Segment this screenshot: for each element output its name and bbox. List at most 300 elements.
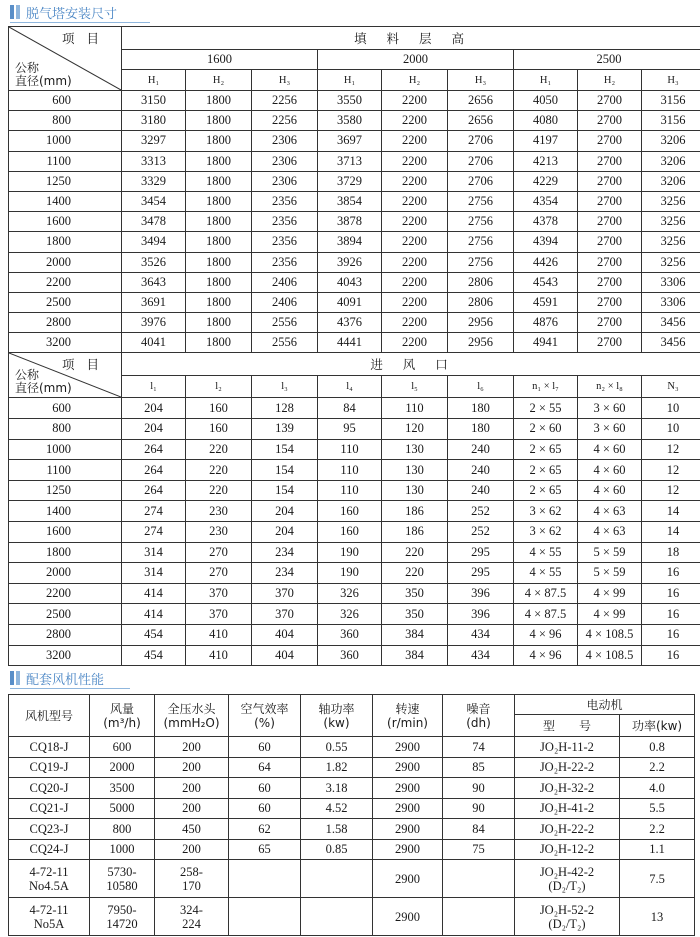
efficiency-header-label: 空气效率 <box>240 701 289 716</box>
inlet-subheader: l₄ <box>318 376 382 398</box>
inlet-value-cell: 160 <box>186 398 252 419</box>
nominal-diameter-cell: 2500 <box>9 604 122 625</box>
inlet-value-cell: 350 <box>382 604 448 625</box>
inlet-value-cell: 314 <box>122 563 186 584</box>
dimension-value-cell: 1800 <box>186 232 252 252</box>
fan-motor-cell <box>515 860 620 898</box>
noise-header-unit: (dh) <box>466 715 491 730</box>
inlet-value-cell: 434 <box>448 645 514 666</box>
dimension-value-cell: 2306 <box>252 151 318 171</box>
table-row <box>9 624 700 645</box>
fan-shaft-cell <box>301 898 373 936</box>
inlet-value-cell: 4 × 55 <box>514 542 578 563</box>
table-row <box>9 171 700 191</box>
title-underline <box>10 688 130 689</box>
inlet-value-cell: 16 <box>642 645 700 666</box>
table-header-row <box>9 27 700 50</box>
dimension-value-cell: 2200 <box>382 212 448 232</box>
dimension-value-cell: 2700 <box>578 91 642 111</box>
dimension-value-cell: 2406 <box>252 272 318 292</box>
dimension-value-cell: 3854 <box>318 191 382 211</box>
inlet-value-cell: 190 <box>318 563 382 584</box>
fan-speed-cell: 2900 <box>373 860 443 898</box>
dimension-value-cell: 3156 <box>642 91 700 111</box>
inlet-value-cell: 360 <box>318 624 382 645</box>
dimension-value-cell: 2756 <box>448 212 514 232</box>
nominal-diameter-cell: 1800 <box>9 232 122 252</box>
fan-noise-cell: 75 <box>443 839 515 860</box>
fan-motor-cell: JO₂H-41-2 <box>515 798 620 819</box>
dimension-value-cell: 2756 <box>448 232 514 252</box>
dimension-value-cell: 4378 <box>514 212 578 232</box>
dimension-value-cell: 1800 <box>186 111 252 131</box>
inlet-value-cell: 2 × 65 <box>514 439 578 460</box>
section-title-text: 配套风机性能 <box>26 672 105 688</box>
nominal-diameter-cell: 600 <box>9 91 122 111</box>
dimension-value-cell: 4376 <box>318 313 382 333</box>
inlet-value-cell: 4 × 96 <box>514 645 578 666</box>
dimension-value-cell: 3580 <box>318 111 382 131</box>
fan-flow-cell-line2: 10580 <box>106 878 138 893</box>
dimension-value-cell: 2200 <box>382 91 448 111</box>
fan-noise-cell: 90 <box>443 798 515 819</box>
speed-header-label: 转速 <box>395 701 420 716</box>
table-row <box>9 798 695 819</box>
corner-dn-label-line2: 直径(mm) <box>15 381 72 396</box>
dimension-value-cell: 2200 <box>382 131 448 151</box>
dimension-value-cell: 3526 <box>122 252 186 272</box>
inlet-value-cell: 264 <box>122 460 186 481</box>
corner-item-label: 项 目 <box>62 357 103 373</box>
inlet-value-cell: 220 <box>186 480 252 501</box>
inlet-value-cell: 95 <box>318 419 382 440</box>
inlet-value-cell: 295 <box>448 542 514 563</box>
fan-motor-cell <box>515 898 620 936</box>
fan-speed-cell: 2900 <box>373 737 443 758</box>
fan-flow-cell-line1: 5730- <box>107 864 137 879</box>
fan-model-cell: CQ18-J <box>9 737 90 758</box>
inlet-value-cell: 240 <box>448 439 514 460</box>
table-row <box>9 522 700 543</box>
fan-noise-cell <box>443 898 515 936</box>
inlet-value-cell: 384 <box>382 645 448 666</box>
title-underline <box>10 22 150 23</box>
inlet-value-cell: 120 <box>382 419 448 440</box>
inlet-value-cell: 4 × 60 <box>578 439 642 460</box>
fan-shaft-cell: 0.85 <box>301 839 373 860</box>
nominal-diameter-cell: 800 <box>9 111 122 131</box>
fan-power-cell: 13 <box>620 898 695 936</box>
inlet-value-cell: 180 <box>448 419 514 440</box>
table-row <box>9 645 700 666</box>
inlet-value-cell: 10 <box>642 398 700 419</box>
dimension-value-cell: 3456 <box>642 333 700 353</box>
dimension-value-cell: 3550 <box>318 91 382 111</box>
fan-head-cell: 200 <box>155 798 229 819</box>
table-row <box>9 460 700 481</box>
inlet-value-cell: 18 <box>642 542 700 563</box>
dimension-value-cell: 1800 <box>186 212 252 232</box>
inlet-value-cell: 4 × 55 <box>514 563 578 584</box>
table-row <box>9 313 700 333</box>
fan-motor-cell: JO₂H-32-2 <box>515 778 620 799</box>
inlet-value-cell: 4 × 87.5 <box>514 604 578 625</box>
table-row <box>9 737 695 758</box>
dimension-value-cell: 4591 <box>514 292 578 312</box>
dimension-value-cell: 2200 <box>382 333 448 353</box>
efficiency-header-unit: (%) <box>254 715 275 730</box>
dimension-value-cell: 3206 <box>642 131 700 151</box>
fan-flow-cell: 1000 <box>90 839 155 860</box>
table-row <box>9 292 700 312</box>
inlet-value-cell: 234 <box>252 563 318 584</box>
inlet-value-cell: 264 <box>122 480 186 501</box>
inlet-value-cell: 410 <box>186 645 252 666</box>
fan-eff-cell: 60 <box>229 798 301 819</box>
fan-flow-cell: 3500 <box>90 778 155 799</box>
inlet-value-cell: 270 <box>186 542 252 563</box>
dimension-value-cell: 3306 <box>642 292 700 312</box>
shaft-power-header-unit: (kw) <box>323 715 350 730</box>
inlet-value-cell: 240 <box>448 460 514 481</box>
table-row <box>9 898 695 936</box>
inlet-subheader: l₁ <box>122 376 186 398</box>
dimension-value-cell: 2656 <box>448 91 514 111</box>
dimension-value-cell: 4354 <box>514 191 578 211</box>
inlet-value-cell: 396 <box>448 604 514 625</box>
dimension-value-cell: 3206 <box>642 151 700 171</box>
dimension-value-cell: 4441 <box>318 333 382 353</box>
dimension-value-cell: 2200 <box>382 313 448 333</box>
dimension-value-cell: 3313 <box>122 151 186 171</box>
nominal-diameter-cell: 1400 <box>9 501 122 522</box>
table-row <box>9 583 700 604</box>
inlet-value-cell: 454 <box>122 645 186 666</box>
fan-power-cell: 4.0 <box>620 778 695 799</box>
table-header-row <box>9 695 695 715</box>
nominal-diameter-cell: 1600 <box>9 212 122 232</box>
inlet-subheader: l₂ <box>186 376 252 398</box>
fan-head-cell: 200 <box>155 757 229 778</box>
fan-shaft-cell: 0.55 <box>301 737 373 758</box>
inlet-value-cell: 4 × 108.5 <box>578 645 642 666</box>
dimension-value-cell: 2306 <box>252 131 318 151</box>
inlet-value-cell: 326 <box>318 604 382 625</box>
table-row <box>9 542 700 563</box>
dimension-value-cell: 2700 <box>578 212 642 232</box>
fan-model-cell-line2: No4.5A <box>29 878 69 893</box>
dimension-value-cell: 2806 <box>448 272 514 292</box>
inlet-value-cell: 2 × 60 <box>514 419 578 440</box>
dimension-value-cell: 2200 <box>382 191 448 211</box>
dimension-value-cell: 3478 <box>122 212 186 232</box>
fan-eff-cell <box>229 898 301 936</box>
inlet-value-cell: 370 <box>252 604 318 625</box>
air-inlet-header: 进 风 口 <box>122 353 700 376</box>
dimension-value-cell: 3697 <box>318 131 382 151</box>
inlet-value-cell: 404 <box>252 645 318 666</box>
inlet-value-cell: 4 × 108.5 <box>578 624 642 645</box>
dimension-value-cell: 4041 <box>122 333 186 353</box>
fan-flow-cell: 5000 <box>90 798 155 819</box>
inlet-value-cell: 14 <box>642 522 700 543</box>
fan-speed-cell: 2900 <box>373 898 443 936</box>
dimension-value-cell: 2700 <box>578 131 642 151</box>
inlet-value-cell: 326 <box>318 583 382 604</box>
table-row <box>9 398 700 419</box>
dimension-value-cell: 2756 <box>448 191 514 211</box>
table-row <box>9 604 700 625</box>
inlet-value-cell: 414 <box>122 583 186 604</box>
fan-head-cell-line1: 258- <box>180 864 203 879</box>
inlet-value-cell: 204 <box>122 398 186 419</box>
nominal-diameter-cell: 2200 <box>9 272 122 292</box>
dimension-value-cell: 3494 <box>122 232 186 252</box>
nominal-diameter-cell: 2000 <box>9 563 122 584</box>
dimension-value-cell: 1800 <box>186 191 252 211</box>
inlet-value-cell: 130 <box>382 439 448 460</box>
dimension-value-cell: 2200 <box>382 232 448 252</box>
section-title-fan-performance <box>10 668 104 688</box>
fan-head-cell <box>155 898 229 936</box>
nominal-diameter-cell: 1250 <box>9 480 122 501</box>
inlet-value-cell: 160 <box>318 522 382 543</box>
dimension-value-cell: 2356 <box>252 191 318 211</box>
dimension-value-cell: 3878 <box>318 212 382 232</box>
fan-model-cell-line1: 4-72-11 <box>29 864 69 879</box>
fan-head-cell <box>155 860 229 898</box>
inlet-value-cell: 160 <box>318 501 382 522</box>
dimension-value-cell: 2700 <box>578 292 642 312</box>
corner-header-cell <box>9 353 122 398</box>
inlet-value-cell: 264 <box>122 439 186 460</box>
dimension-value-cell: 3297 <box>122 131 186 151</box>
fan-model-cell: CQ24-J <box>9 839 90 860</box>
corner-dn-label-line1: 公称 <box>15 61 40 75</box>
fan-head-cell: 200 <box>155 778 229 799</box>
fan-model-cell: CQ20-J <box>9 778 90 799</box>
dimension-value-cell: 2256 <box>252 111 318 131</box>
fan-motor-cell: JO₂H-22-2 <box>515 757 620 778</box>
dimension-value-cell: 1800 <box>186 313 252 333</box>
fan-eff-cell: 65 <box>229 839 301 860</box>
flow-header <box>90 695 155 737</box>
dimension-value-cell: 3206 <box>642 171 700 191</box>
fan-flow-cell: 600 <box>90 737 155 758</box>
dimension-value-cell: 3643 <box>122 272 186 292</box>
dimension-value-cell: 2406 <box>252 292 318 312</box>
noise-header-label: 噪音 <box>466 701 491 716</box>
fan-motor-cell-line2: (D₂/T₂) <box>548 878 586 893</box>
inlet-value-cell: 12 <box>642 480 700 501</box>
dimension-value-cell: 3456 <box>642 313 700 333</box>
fan-flow-cell <box>90 898 155 936</box>
inlet-value-cell: 252 <box>448 522 514 543</box>
inlet-value-cell: 154 <box>252 439 318 460</box>
dimension-subheader: H₂ <box>382 70 448 91</box>
dimension-value-cell: 2200 <box>382 292 448 312</box>
inlet-value-cell: 204 <box>252 501 318 522</box>
dimension-value-cell: 2200 <box>382 171 448 191</box>
dimension-value-cell: 2556 <box>252 313 318 333</box>
table-row <box>9 252 700 272</box>
head-header-unit: (mmH₂O) <box>163 715 220 730</box>
dimension-value-cell: 4394 <box>514 232 578 252</box>
dimension-value-cell: 2700 <box>578 232 642 252</box>
table-header-row <box>9 353 700 376</box>
fan-motor-cell-line2: (D₂/T₂) <box>548 916 586 931</box>
inlet-value-cell: 384 <box>382 624 448 645</box>
dimension-subheader: H₂ <box>578 70 642 91</box>
table-row <box>9 839 695 860</box>
fan-flow-cell: 800 <box>90 819 155 840</box>
head-header-label: 全压水头 <box>167 701 216 716</box>
nominal-diameter-cell: 3200 <box>9 333 122 353</box>
inlet-value-cell: 2 × 55 <box>514 398 578 419</box>
dimension-value-cell: 2700 <box>578 171 642 191</box>
inlet-value-cell: 240 <box>448 480 514 501</box>
fan-eff-cell: 60 <box>229 778 301 799</box>
dimension-value-cell: 2706 <box>448 151 514 171</box>
dimension-value-cell: 2706 <box>448 171 514 191</box>
inlet-value-cell: 3 × 60 <box>578 398 642 419</box>
flow-header-label: 风量 <box>109 701 134 716</box>
inlet-value-cell: 4 × 99 <box>578 604 642 625</box>
inlet-value-cell: 370 <box>186 583 252 604</box>
inlet-value-cell: 396 <box>448 583 514 604</box>
fan-shaft-cell: 1.58 <box>301 819 373 840</box>
dimension-value-cell: 2700 <box>578 333 642 353</box>
inlet-value-cell: 274 <box>122 501 186 522</box>
fan-speed-cell: 2900 <box>373 798 443 819</box>
dimension-subheader: H₁ <box>122 70 186 91</box>
dimension-value-cell: 3454 <box>122 191 186 211</box>
fan-motor-cell-line1: JO₂H-52-2 <box>539 902 595 917</box>
dimension-value-cell: 1800 <box>186 91 252 111</box>
table-row <box>9 333 700 353</box>
fan-eff-cell: 64 <box>229 757 301 778</box>
dimension-value-cell: 2700 <box>578 252 642 272</box>
nominal-diameter-cell: 1100 <box>9 151 122 171</box>
fan-head-cell: 200 <box>155 737 229 758</box>
dimension-value-cell: 2200 <box>382 111 448 131</box>
dimension-value-cell: 4197 <box>514 131 578 151</box>
table-row <box>9 131 700 151</box>
inlet-value-cell: 4 × 87.5 <box>514 583 578 604</box>
corner-header-cell <box>9 27 122 91</box>
tower-dimension-table <box>8 26 700 666</box>
inlet-subheader: n₂ × l₈ <box>578 376 642 398</box>
dimension-value-cell: 1800 <box>186 171 252 191</box>
inlet-value-cell: 16 <box>642 604 700 625</box>
fan-motor-cell: JO₂H-22-2 <box>515 819 620 840</box>
fan-model-cell <box>9 860 90 898</box>
inlet-value-cell: 154 <box>252 480 318 501</box>
inlet-value-cell: 12 <box>642 460 700 481</box>
dimension-value-cell: 2706 <box>448 131 514 151</box>
dimension-value-cell: 4043 <box>318 272 382 292</box>
dimension-value-cell: 1800 <box>186 131 252 151</box>
section-title-tower-dimensions <box>10 2 117 22</box>
inlet-value-cell: 2 × 65 <box>514 480 578 501</box>
fan-flow-cell-line2: 14720 <box>106 916 138 931</box>
fan-shaft-cell: 1.82 <box>301 757 373 778</box>
dimension-value-cell: 3156 <box>642 111 700 131</box>
table-row <box>9 151 700 171</box>
inlet-value-cell: 154 <box>252 460 318 481</box>
inlet-value-cell: 16 <box>642 624 700 645</box>
inlet-value-cell: 370 <box>186 604 252 625</box>
fan-noise-cell: 74 <box>443 737 515 758</box>
dimension-value-cell: 3329 <box>122 171 186 191</box>
nominal-diameter-cell: 800 <box>9 419 122 440</box>
fan-flow-cell: 2000 <box>90 757 155 778</box>
inlet-value-cell: 4 × 60 <box>578 480 642 501</box>
inlet-value-cell: 180 <box>448 398 514 419</box>
dimension-value-cell: 3894 <box>318 232 382 252</box>
fan-head-cell: 200 <box>155 839 229 860</box>
inlet-value-cell: 204 <box>122 419 186 440</box>
inlet-value-cell: 12 <box>642 439 700 460</box>
inlet-value-cell: 410 <box>186 624 252 645</box>
table-row <box>9 860 695 898</box>
fan-motor-cell: JO₂H-12-2 <box>515 839 620 860</box>
inlet-value-cell: 204 <box>252 522 318 543</box>
fan-noise-cell: 85 <box>443 757 515 778</box>
dimension-value-cell: 2200 <box>382 151 448 171</box>
table-row <box>9 501 700 522</box>
corner-dn-label <box>15 62 72 88</box>
dimension-value-cell: 4941 <box>514 333 578 353</box>
height-group-header: 2500 <box>514 49 700 70</box>
inlet-value-cell: 314 <box>122 542 186 563</box>
title-marker-icon <box>10 5 14 19</box>
inlet-value-cell: 139 <box>252 419 318 440</box>
fan-shaft-cell: 3.18 <box>301 778 373 799</box>
dimension-value-cell: 3713 <box>318 151 382 171</box>
fan-model-header: 风机型号 <box>9 695 90 737</box>
inlet-value-cell: 186 <box>382 501 448 522</box>
fan-power-cell: 5.5 <box>620 798 695 819</box>
head-header <box>155 695 229 737</box>
inlet-value-cell: 220 <box>186 439 252 460</box>
table-row <box>9 563 700 584</box>
nominal-diameter-cell: 1000 <box>9 131 122 151</box>
fan-model-cell <box>9 898 90 936</box>
fan-head-cell-line2: 224 <box>182 916 201 931</box>
table-row <box>9 439 700 460</box>
fan-model-cell-line1: 4-72-11 <box>29 902 69 917</box>
inlet-value-cell: 252 <box>448 501 514 522</box>
fan-performance-table <box>8 694 695 936</box>
fan-speed-cell: 2900 <box>373 819 443 840</box>
fan-eff-cell <box>229 860 301 898</box>
fan-power-cell: 1.1 <box>620 839 695 860</box>
inlet-value-cell: 270 <box>186 563 252 584</box>
dimension-subheader: H₃ <box>448 70 514 91</box>
fan-power-cell: 7.5 <box>620 860 695 898</box>
inlet-subheader: n₁ × l₇ <box>514 376 578 398</box>
nominal-diameter-cell: 2800 <box>9 313 122 333</box>
inlet-value-cell: 220 <box>186 460 252 481</box>
fan-shaft-cell <box>301 860 373 898</box>
fan-model-cell: CQ21-J <box>9 798 90 819</box>
inlet-value-cell: 370 <box>252 583 318 604</box>
fan-power-cell: 2.2 <box>620 757 695 778</box>
dimension-value-cell: 3976 <box>122 313 186 333</box>
fan-noise-cell: 84 <box>443 819 515 840</box>
inlet-value-cell: 4 × 63 <box>578 501 642 522</box>
